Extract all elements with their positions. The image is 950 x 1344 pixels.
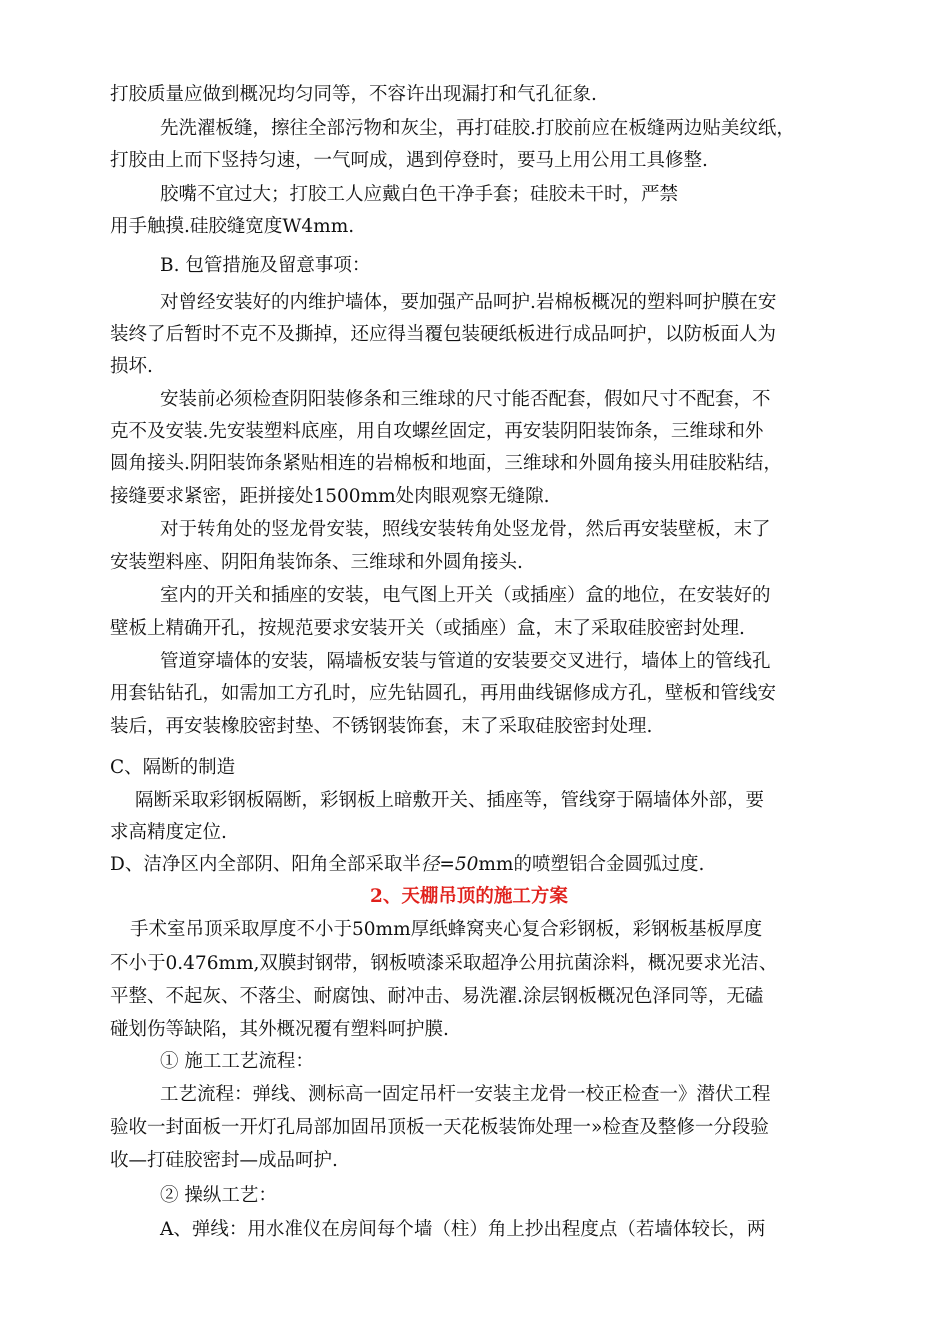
- text-line: 打胶由上而下竖持匀速，一气呵成，遇到停登时，要马上用公用工具修整.: [110, 150, 708, 171]
- text-line: 验收一封面板一开灯孔局部加固吊顶板一天花板装饰处理一»检查及整修一分段验: [110, 1117, 769, 1138]
- text-line: [110, 852, 704, 878]
- text-line: 对曾经安装好的内维护墙体，要加强产品呵护.岩棉板概况的塑料呵护膜在安: [160, 292, 777, 313]
- text-line: 克不及安装.先安装塑料底座，用自攻螺丝固定，再安装阴阳装饰条，三维球和外: [110, 421, 764, 442]
- text-line: 对于转角处的竖龙骨安装，照线安装转角处竖龙骨，然后再安装壁板，末了: [160, 519, 771, 540]
- section-label: B. 包管措施及留意事项：: [160, 255, 371, 276]
- text-line: 胶嘴不宜过大；打胶工人应戴白色干净手套；硅胶未干时，严禁: [160, 184, 679, 205]
- formula-radius: 径=50: [420, 854, 479, 875]
- text-line: 手术室吊顶采取厚度不小于50mm厚纸蜂窝夹心复合彩钢板，彩钢板基板厚度: [130, 919, 763, 940]
- text-span: D、洁净区内全部阴、阳角全部采取半: [110, 854, 421, 875]
- text-line: 先洗濯板缝，擦往全部污物和灰尘，再打硅胶.打胶前应在板缝两边贴美纹纸，: [160, 118, 795, 139]
- text-line: 壁板上精确开孔，按规范要求安装开关（或插座）盒，末了采取硅胶密封处理.: [110, 618, 745, 639]
- step-heading: ① 施工工艺流程：: [160, 1051, 314, 1072]
- text-line: 碰划伤等缺陷，其外概况覆有塑料呵护膜.: [110, 1019, 449, 1040]
- text-line: 隔断采取彩钢板隔断，彩钢板上暗敷开关、插座等，管线穿于隔墙体外部，要: [135, 790, 765, 811]
- section-label: C、隔断的制造: [110, 757, 236, 778]
- text-line: 接缝要求紧密，距拼接处1500mm处肉眼观察无缝隙.: [110, 486, 550, 507]
- text-line: 室内的开关和插座的安装，电气图上开关（或插座）盒的地位，在安装好的: [160, 585, 771, 606]
- text-line: 装后，再安装橡胶密封垫、不锈钢装饰套，末了采取硅胶密封处理.: [110, 716, 653, 737]
- section-heading: 2、天棚吊顶的施工方案: [370, 886, 568, 907]
- text-line: 工艺流程：弹线、测标高一固定吊杆一安装主龙骨一校正检查一》潜伏工程: [160, 1084, 771, 1105]
- text-line: 打胶质量应做到概况均匀同等，不容许出现漏打和气孔征象.: [110, 84, 597, 105]
- text-line: 用套钻钻孔，如需加工方孔时，应先钻圆孔，再用曲线锯修成方孔，壁板和管线安: [110, 683, 777, 704]
- text-line: 安装前必须检查阴阳装修条和三维球的尺寸能否配套，假如尺寸不配套，不: [160, 389, 771, 410]
- text-line: 收—打硅胶密封—成品呵护.: [110, 1150, 338, 1171]
- text-line: 圆角接头.阴阳装饰条紧贴相连的岩棉板和地面，三维球和外圆角接头用硅胶粘结，: [110, 453, 782, 474]
- text-line: 用手触摸.硅胶缝宽度W4mm.: [110, 216, 355, 237]
- text-line: 损坏.: [110, 356, 153, 377]
- text-span: mm的喷塑铝合金圆弧过度.: [478, 854, 705, 875]
- text-line: A、弹线：用水准仪在房间每个墙（柱）角上抄出程度点（若墙体较长，两: [160, 1219, 766, 1240]
- text-line: 管道穿墙体的安装，隔墙板安装与管道的安装要交叉进行，墙体上的管线孔: [160, 651, 771, 672]
- text-line: 安装塑料座、阴阳角装饰条、三维球和外圆角接头.: [110, 552, 523, 573]
- text-line: 不小于0.476mm,双膜封钢带，钢板喷漆采取超净公用抗菌涂料，概况要求光洁、: [110, 953, 778, 974]
- text-line: 装终了后暂时不克不及撕掉，还应得当覆包装硬纸板进行成品呵护，以防板面人为: [110, 324, 777, 345]
- text-line: 求高精度定位.: [110, 822, 227, 843]
- step-heading: ② 操纵工艺：: [160, 1185, 277, 1206]
- text-line: 平整、不起灰、不落尘、耐腐蚀、耐冲击、易洗濯.涂层钢板概况色泽同等，无磕: [110, 986, 764, 1007]
